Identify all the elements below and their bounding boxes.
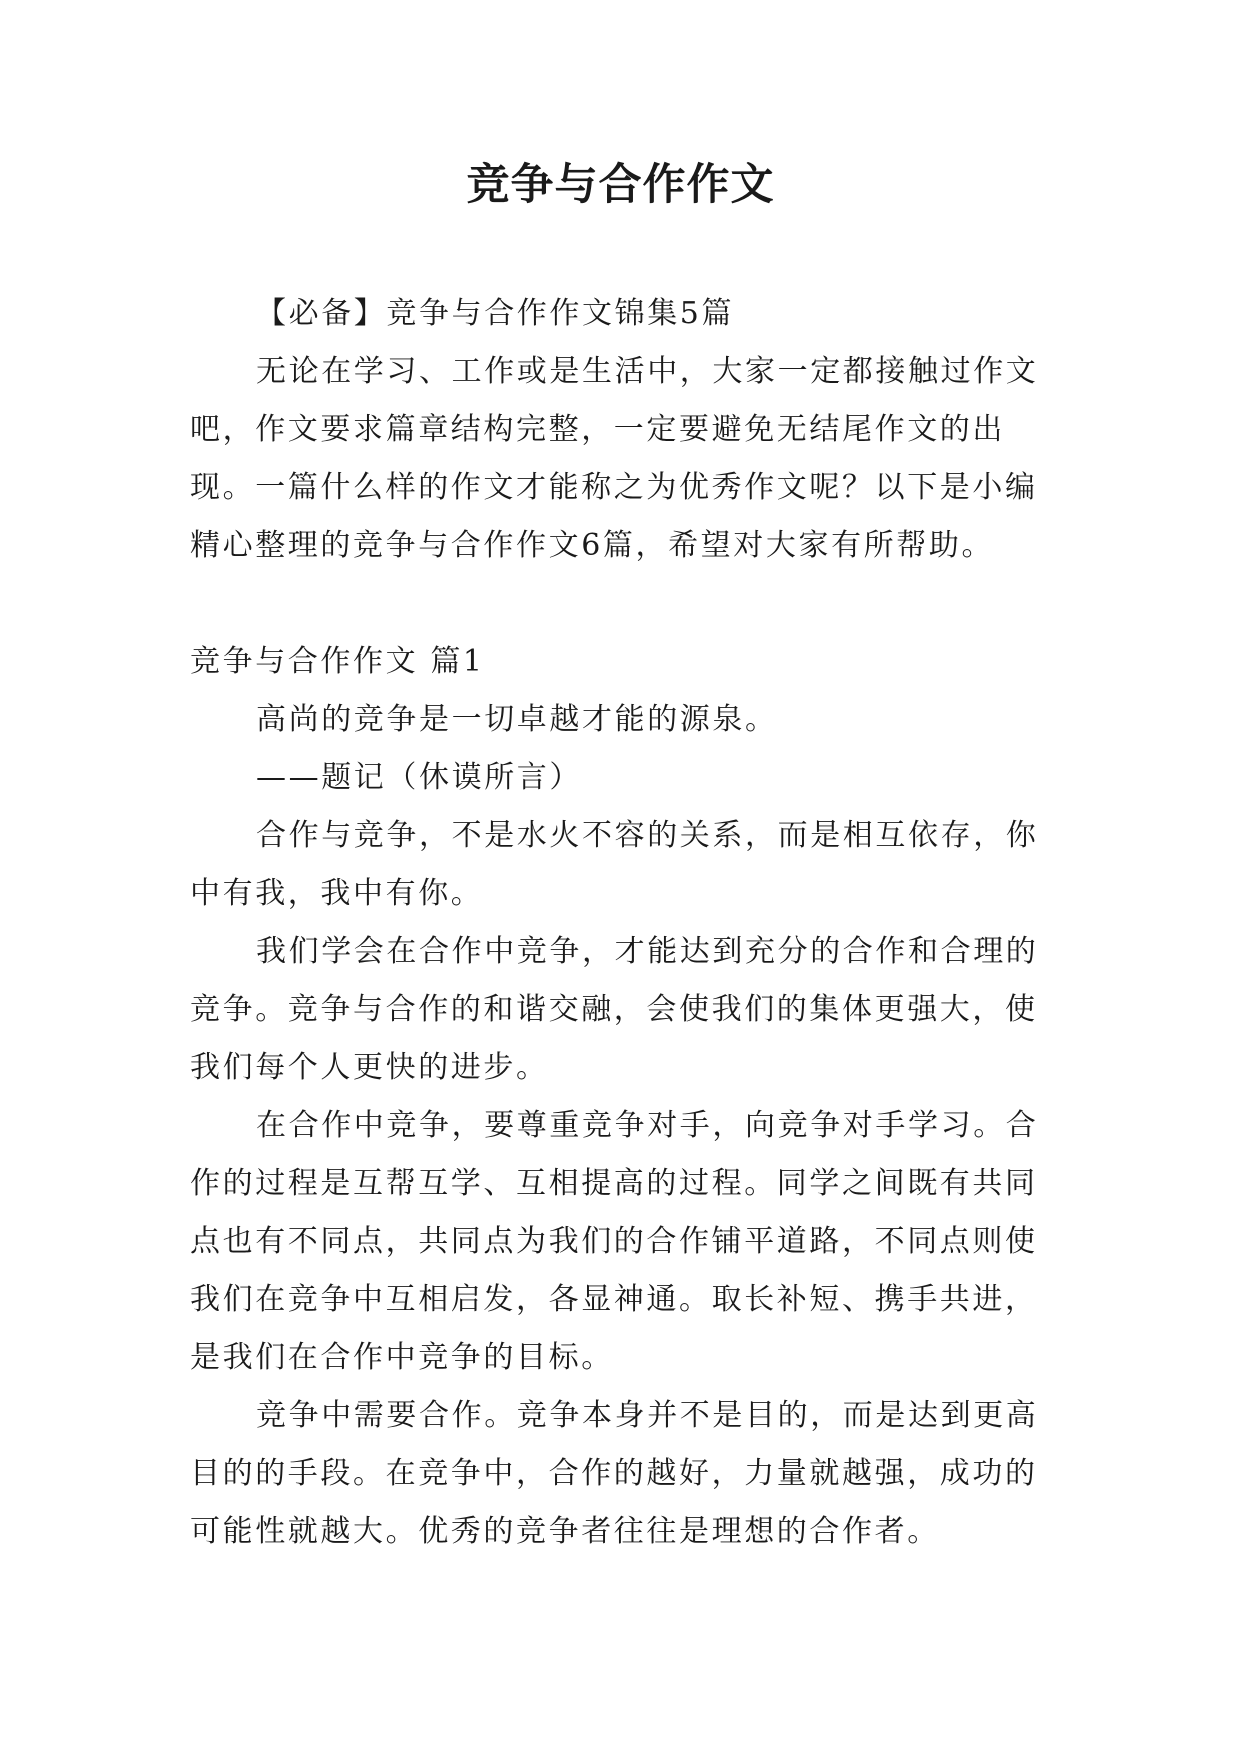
subtitle: 【必备】竞争与合作作文锦集5篇 (256, 296, 735, 331)
paragraph: 在合作中竞争，要尊重竞争对手，向竞争对手学习。合作的过程是互帮互学、互相提高的过程。同学之间既有共同点也有不同点，共同点为我们的合作铺平道路，不同点则使我们在竞争中互相启发，各显神通。取长补短、携手共进，是我们在合作中竞争的目标。 (190, 1108, 1039, 1375)
spacer (190, 575, 1070, 633)
paragraph: 我们学会在合作中竞争，才能达到充分的合作和合理的竞争。竞争与合作的和谐交融，会使我们的集体更强大，使我们每个人更快的进步。 (190, 934, 1039, 1085)
paragraph-epigraph-source: ——题记（休谟所言） (256, 760, 582, 795)
page-title: 竞争与合作作文 (466, 160, 775, 210)
paragraph: 合作与竞争，不是水火不容的关系，而是相互依存，你中有我，我中有你。 (190, 818, 1039, 911)
paragraph: 竞争中需要合作。竞争本身并不是目的，而是达到更高目的的手段。在竞争中，合作的越好，力量就越强，成功的可能性就越大。优秀的竞争者往往是理想的合作者。 (190, 1398, 1039, 1549)
document-body (190, 285, 1070, 1561)
section-heading: 竞争与合作作文 篇1 (190, 644, 485, 679)
intro-paragraph: 无论在学习、工作或是生活中，大家一定都接触过作文吧，作文要求篇章结构完整，一定要避免无结尾作文的出现。一篇什么样的作文才能称之为优秀作文呢？以下是小编精心整理的竞争与合作作文6篇，希望对大家有所帮助。 (190, 354, 1039, 563)
paragraph-epigraph: 高尚的竞争是一切卓越才能的源泉。 (256, 702, 778, 737)
